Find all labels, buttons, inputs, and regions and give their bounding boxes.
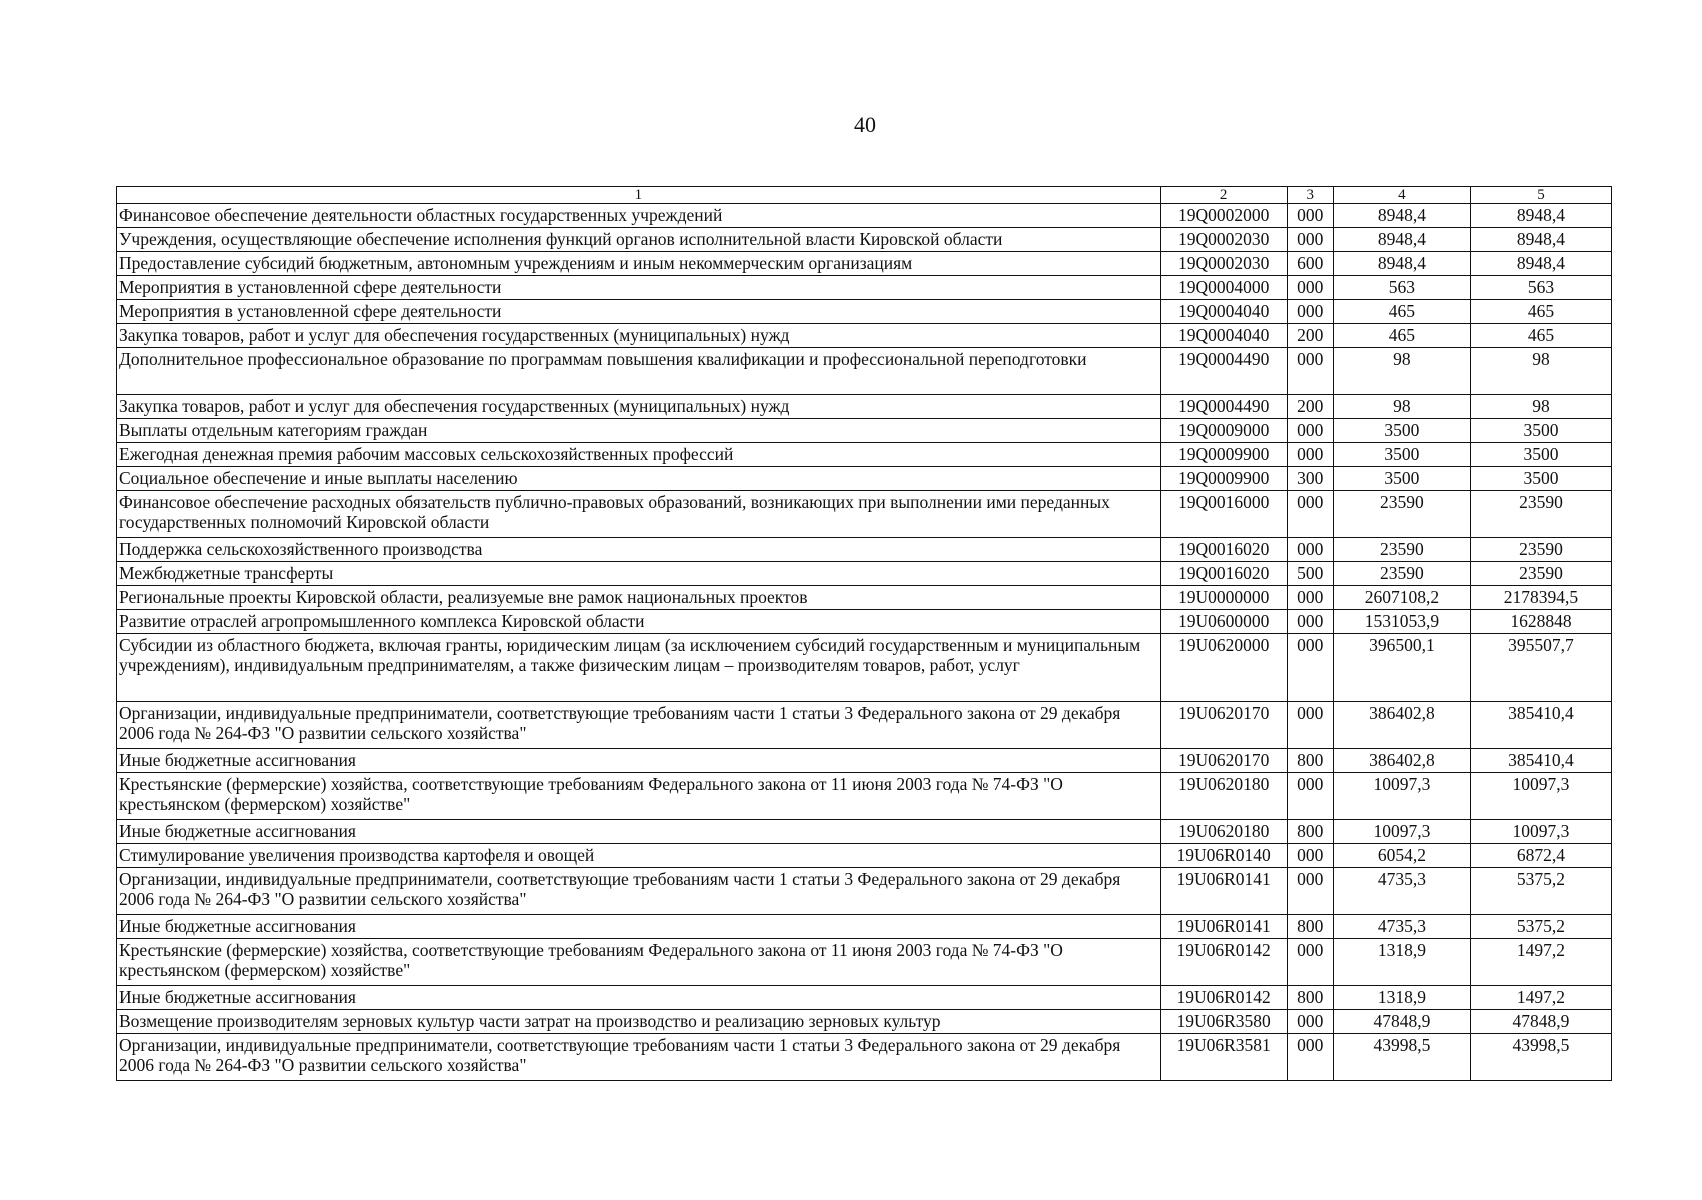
row-value-5-cell: 8948,4 — [1470, 228, 1611, 252]
row-type-cell: 800 — [1287, 915, 1333, 939]
row-type-cell: 600 — [1287, 252, 1333, 276]
row-code-cell: 19Q0016020 — [1160, 538, 1287, 562]
row-type-cell: 200 — [1287, 395, 1333, 419]
row-code-cell: 19U06R0140 — [1160, 844, 1287, 868]
row-name-cell: Учреждения, осуществляющие обеспечение исполнения функций органов исполнительной власти Кировской области — [117, 228, 1161, 252]
row-value-5-cell: 23590 — [1470, 491, 1611, 538]
row-name-cell: Крестьянские (фермерские) хозяйства, соответствующие требованиям Федерального закона от 11 июня 2003 года № 74-ФЗ "О крестьянском (фермерском) хозяйстве" — [117, 773, 1161, 820]
row-value-5-cell: 98 — [1470, 348, 1611, 395]
row-value-4-cell: 465 — [1333, 300, 1470, 324]
row-code-cell: 19Q0004040 — [1160, 300, 1287, 324]
row-type-cell: 000 — [1287, 300, 1333, 324]
row-code-cell: 19Q0016000 — [1160, 491, 1287, 538]
row-name-cell: Субсидии из областного бюджета, включая гранты, юридическим лицам (за исключением субсидий государственным и муниципальным учреждениям), индивидуальным предпринимателям, а также физическим лицам – производителям товаров, работ, услуг — [117, 634, 1161, 702]
row-name-cell: Иные бюджетные ассигнования — [117, 915, 1161, 939]
row-value-5-cell: 47848,9 — [1470, 1010, 1611, 1034]
row-type-cell: 000 — [1287, 586, 1333, 610]
row-value-4-cell: 23590 — [1333, 491, 1470, 538]
table-row — [117, 749, 1612, 773]
table-row — [117, 443, 1612, 467]
row-name-cell: Предоставление субсидий бюджетным, автономным учреждениям и иным некоммерческим организациям — [117, 252, 1161, 276]
budget-table — [116, 186, 1612, 1081]
row-type-cell: 000 — [1287, 348, 1333, 395]
table-row — [117, 868, 1612, 915]
row-name-cell: Социальное обеспечение и иные выплаты населению — [117, 467, 1161, 491]
row-value-4-cell: 10097,3 — [1333, 773, 1470, 820]
row-value-5-cell: 465 — [1470, 324, 1611, 348]
column-header-4: 4 — [1333, 187, 1470, 204]
row-code-cell: 19U06R0142 — [1160, 939, 1287, 986]
row-type-cell: 200 — [1287, 324, 1333, 348]
table-row — [117, 634, 1612, 702]
row-name-cell: Возмещение производителям зерновых культур части затрат на производство и реализацию зерновых культур — [117, 1010, 1161, 1034]
row-code-cell: 19U06R0142 — [1160, 986, 1287, 1010]
row-name-cell: Организации, индивидуальные предприниматели, соответствующие требованиям части 1 статьи 3 Федерального закона от 29 декабря 2006 года № 264-ФЗ "О развитии сельского хозяйства" — [117, 868, 1161, 915]
row-value-5-cell: 395507,7 — [1470, 634, 1611, 702]
row-code-cell: 19U0000000 — [1160, 586, 1287, 610]
table-row — [117, 1034, 1612, 1081]
row-value-5-cell: 563 — [1470, 276, 1611, 300]
row-name-cell: Выплаты отдельным категориям граждан — [117, 419, 1161, 443]
row-value-4-cell: 1318,9 — [1333, 939, 1470, 986]
row-code-cell: 19Q0009000 — [1160, 419, 1287, 443]
table-row — [117, 538, 1612, 562]
row-name-cell: Иные бюджетные ассигнования — [117, 749, 1161, 773]
row-value-5-cell: 23590 — [1470, 562, 1611, 586]
row-value-5-cell: 3500 — [1470, 419, 1611, 443]
row-name-cell: Иные бюджетные ассигнования — [117, 820, 1161, 844]
table-row — [117, 610, 1612, 634]
row-name-cell: Финансовое обеспечение расходных обязательств публично-правовых образований, возникающих при выполнении ими переданных государственных полномочий Кировской области — [117, 491, 1161, 538]
row-type-cell: 800 — [1287, 820, 1333, 844]
table-row — [117, 324, 1612, 348]
row-value-4-cell: 23590 — [1333, 538, 1470, 562]
row-type-cell: 000 — [1287, 939, 1333, 986]
table-row — [117, 820, 1612, 844]
row-name-cell: Закупка товаров, работ и услуг для обеспечения государственных (муниципальных) нужд — [117, 395, 1161, 419]
row-value-4-cell: 23590 — [1333, 562, 1470, 586]
row-type-cell: 000 — [1287, 702, 1333, 749]
row-name-cell: Региональные проекты Кировской области, реализуемые вне рамок национальных проектов — [117, 586, 1161, 610]
row-code-cell: 19U0620170 — [1160, 749, 1287, 773]
row-value-5-cell: 10097,3 — [1470, 773, 1611, 820]
row-value-4-cell: 1318,9 — [1333, 986, 1470, 1010]
row-code-cell: 19Q0016020 — [1160, 562, 1287, 586]
row-value-5-cell: 465 — [1470, 300, 1611, 324]
row-type-cell: 000 — [1287, 1010, 1333, 1034]
row-value-5-cell: 6872,4 — [1470, 844, 1611, 868]
row-value-4-cell: 1531053,9 — [1333, 610, 1470, 634]
row-value-4-cell: 563 — [1333, 276, 1470, 300]
row-code-cell: 19Q0004490 — [1160, 395, 1287, 419]
row-value-5-cell: 3500 — [1470, 467, 1611, 491]
row-value-5-cell: 98 — [1470, 395, 1611, 419]
row-type-cell: 000 — [1287, 1034, 1333, 1081]
row-value-4-cell: 98 — [1333, 395, 1470, 419]
column-header-3: 3 — [1287, 187, 1333, 204]
table-row — [117, 300, 1612, 324]
row-code-cell: 19Q0004040 — [1160, 324, 1287, 348]
row-value-5-cell: 1497,2 — [1470, 986, 1611, 1010]
row-code-cell: 19U0620180 — [1160, 773, 1287, 820]
column-header-1: 1 — [117, 187, 1161, 204]
row-value-4-cell: 2607108,2 — [1333, 586, 1470, 610]
row-value-5-cell: 1628848 — [1470, 610, 1611, 634]
row-value-4-cell: 3500 — [1333, 443, 1470, 467]
table-row — [117, 204, 1612, 228]
row-value-4-cell: 3500 — [1333, 419, 1470, 443]
row-name-cell: Мероприятия в установленной сфере деятельности — [117, 276, 1161, 300]
row-value-5-cell: 23590 — [1470, 538, 1611, 562]
row-name-cell: Иные бюджетные ассигнования — [117, 986, 1161, 1010]
table-row — [117, 844, 1612, 868]
table-row — [117, 915, 1612, 939]
row-value-4-cell: 43998,5 — [1333, 1034, 1470, 1081]
row-value-4-cell: 8948,4 — [1333, 204, 1470, 228]
row-code-cell: 19U0620180 — [1160, 820, 1287, 844]
row-code-cell: 19Q0004490 — [1160, 348, 1287, 395]
row-code-cell: 19U06R3580 — [1160, 1010, 1287, 1034]
row-name-cell: Организации, индивидуальные предприниматели, соответствующие требованиям части 1 статьи 3 Федерального закона от 29 декабря 2006 года № 264-ФЗ "О развитии сельского хозяйства" — [117, 1034, 1161, 1081]
row-value-4-cell: 47848,9 — [1333, 1010, 1470, 1034]
table-row — [117, 419, 1612, 443]
table-row — [117, 395, 1612, 419]
row-code-cell: 19Q0002030 — [1160, 252, 1287, 276]
row-name-cell: Дополнительное профессиональное образование по программам повышения квалификации и профессиональной переподготовки — [117, 348, 1161, 395]
row-value-4-cell: 465 — [1333, 324, 1470, 348]
row-value-5-cell: 1497,2 — [1470, 939, 1611, 986]
table-row — [117, 276, 1612, 300]
row-type-cell: 000 — [1287, 844, 1333, 868]
table-row — [117, 773, 1612, 820]
row-value-5-cell: 8948,4 — [1470, 252, 1611, 276]
row-value-4-cell: 386402,8 — [1333, 702, 1470, 749]
row-value-5-cell: 43998,5 — [1470, 1034, 1611, 1081]
row-name-cell: Межбюджетные трансферты — [117, 562, 1161, 586]
row-type-cell: 800 — [1287, 986, 1333, 1010]
row-value-5-cell: 2178394,5 — [1470, 586, 1611, 610]
row-value-4-cell: 8948,4 — [1333, 228, 1470, 252]
table-row — [117, 702, 1612, 749]
row-name-cell: Поддержка сельскохозяйственного производства — [117, 538, 1161, 562]
table-row — [117, 939, 1612, 986]
row-value-4-cell: 8948,4 — [1333, 252, 1470, 276]
row-value-5-cell: 385410,4 — [1470, 702, 1611, 749]
row-code-cell: 19U0600000 — [1160, 610, 1287, 634]
row-value-5-cell: 5375,2 — [1470, 868, 1611, 915]
row-value-4-cell: 98 — [1333, 348, 1470, 395]
row-name-cell: Ежегодная денежная премия рабочим массовых сельскохозяйственных профессий — [117, 443, 1161, 467]
table-row — [117, 562, 1612, 586]
row-code-cell: 19U0620000 — [1160, 634, 1287, 702]
table-row — [117, 491, 1612, 538]
row-type-cell: 000 — [1287, 773, 1333, 820]
row-code-cell: 19Q0002000 — [1160, 204, 1287, 228]
table-row — [117, 228, 1612, 252]
row-name-cell: Стимулирование увеличения производства картофеля и овощей — [117, 844, 1161, 868]
row-code-cell: 19U06R0141 — [1160, 868, 1287, 915]
table-row — [117, 1010, 1612, 1034]
row-type-cell: 000 — [1287, 610, 1333, 634]
table-row — [117, 467, 1612, 491]
row-type-cell: 000 — [1287, 443, 1333, 467]
row-code-cell: 19Q0004000 — [1160, 276, 1287, 300]
row-value-4-cell: 4735,3 — [1333, 915, 1470, 939]
row-type-cell: 000 — [1287, 868, 1333, 915]
row-name-cell: Финансовое обеспечение деятельности областных государственных учреждений — [117, 204, 1161, 228]
row-type-cell: 000 — [1287, 204, 1333, 228]
row-name-cell: Крестьянские (фермерские) хозяйства, соответствующие требованиям Федерального закона от 11 июня 2003 года № 74-ФЗ "О крестьянском (фермерском) хозяйстве" — [117, 939, 1161, 986]
row-code-cell: 19Q0002030 — [1160, 228, 1287, 252]
row-type-cell: 000 — [1287, 491, 1333, 538]
row-code-cell: 19U0620170 — [1160, 702, 1287, 749]
row-value-4-cell: 396500,1 — [1333, 634, 1470, 702]
column-header-5: 5 — [1470, 187, 1611, 204]
row-value-4-cell: 386402,8 — [1333, 749, 1470, 773]
row-value-5-cell: 8948,4 — [1470, 204, 1611, 228]
row-code-cell: 19Q0009900 — [1160, 467, 1287, 491]
row-type-cell: 000 — [1287, 276, 1333, 300]
row-value-5-cell: 385410,4 — [1470, 749, 1611, 773]
table-row — [117, 252, 1612, 276]
page-number: 40 — [854, 112, 876, 137]
row-code-cell: 19Q0009900 — [1160, 443, 1287, 467]
row-code-cell: 19U06R0141 — [1160, 915, 1287, 939]
row-type-cell: 000 — [1287, 634, 1333, 702]
table-header-row — [117, 187, 1612, 204]
row-name-cell: Мероприятия в установленной сфере деятельности — [117, 300, 1161, 324]
row-type-cell: 300 — [1287, 467, 1333, 491]
row-value-4-cell: 10097,3 — [1333, 820, 1470, 844]
row-type-cell: 500 — [1287, 562, 1333, 586]
row-name-cell: Развитие отраслей агропромышленного комплекса Кировской области — [117, 610, 1161, 634]
table-body — [117, 187, 1612, 1081]
table-row — [117, 348, 1612, 395]
row-type-cell: 000 — [1287, 228, 1333, 252]
row-value-4-cell: 6054,2 — [1333, 844, 1470, 868]
row-type-cell: 800 — [1287, 749, 1333, 773]
table-row — [117, 986, 1612, 1010]
row-type-cell: 000 — [1287, 538, 1333, 562]
row-name-cell: Закупка товаров, работ и услуг для обеспечения государственных (муниципальных) нужд — [117, 324, 1161, 348]
row-value-5-cell: 3500 — [1470, 443, 1611, 467]
row-value-4-cell: 4735,3 — [1333, 868, 1470, 915]
row-name-cell: Организации, индивидуальные предприниматели, соответствующие требованиям части 1 статьи 3 Федерального закона от 29 декабря 2006 года № 264-ФЗ "О развитии сельского хозяйства" — [117, 702, 1161, 749]
row-value-5-cell: 5375,2 — [1470, 915, 1611, 939]
row-value-4-cell: 3500 — [1333, 467, 1470, 491]
column-header-2: 2 — [1160, 187, 1287, 204]
row-value-5-cell: 10097,3 — [1470, 820, 1611, 844]
table-row — [117, 586, 1612, 610]
row-code-cell: 19U06R3581 — [1160, 1034, 1287, 1081]
row-type-cell: 000 — [1287, 419, 1333, 443]
